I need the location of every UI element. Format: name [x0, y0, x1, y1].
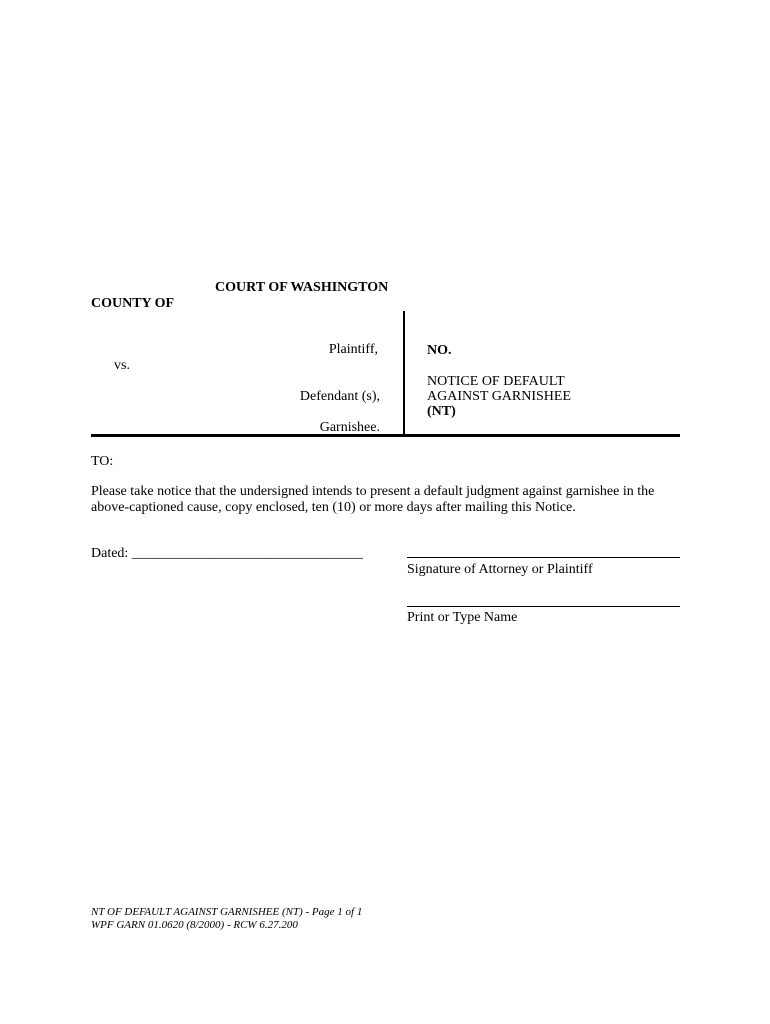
dated-field: Dated: _________________________________: [91, 546, 363, 561]
notice-title-line-2: AGAINST GARNISHEE: [427, 389, 572, 404]
footer-form-reference: WPF GARN 01.0620 (8/2000) - RCW 6.27.200: [91, 919, 298, 931]
court-title: COURT OF WASHINGTON: [215, 280, 389, 295]
signature-label: Signature of Attorney or Plaintiff: [407, 562, 593, 577]
defendant-label: Defendant (s),: [299, 389, 380, 404]
notice-title-code: (NT): [427, 404, 456, 419]
caption-divider-vertical: [403, 311, 405, 435]
plaintiff-label: Plaintiff,: [328, 342, 378, 357]
footer-form-title: NT OF DEFAULT AGAINST GARNISHEE (NT) - Page 1 of 1: [91, 906, 363, 918]
county-label: COUNTY OF: [91, 296, 175, 311]
print-name-label: Print or Type Name: [407, 610, 518, 625]
print-name-line: [407, 606, 680, 607]
recipient-label: TO:: [91, 454, 114, 469]
notice-title-line-1: NOTICE OF DEFAULT: [427, 374, 565, 389]
versus-label: vs.: [114, 358, 130, 373]
signature-line: [407, 557, 680, 558]
caption-divider-horizontal: [91, 434, 680, 437]
notice-paragraph: Please take notice that the undersigned intends to present a default judgment against garnishee in the above-captioned cause, copy enclosed, ten (10) or more days after mailing this Notice.: [91, 484, 655, 515]
case-number-label: NO.: [427, 343, 452, 358]
garnishee-label: Garnishee.: [319, 420, 380, 435]
